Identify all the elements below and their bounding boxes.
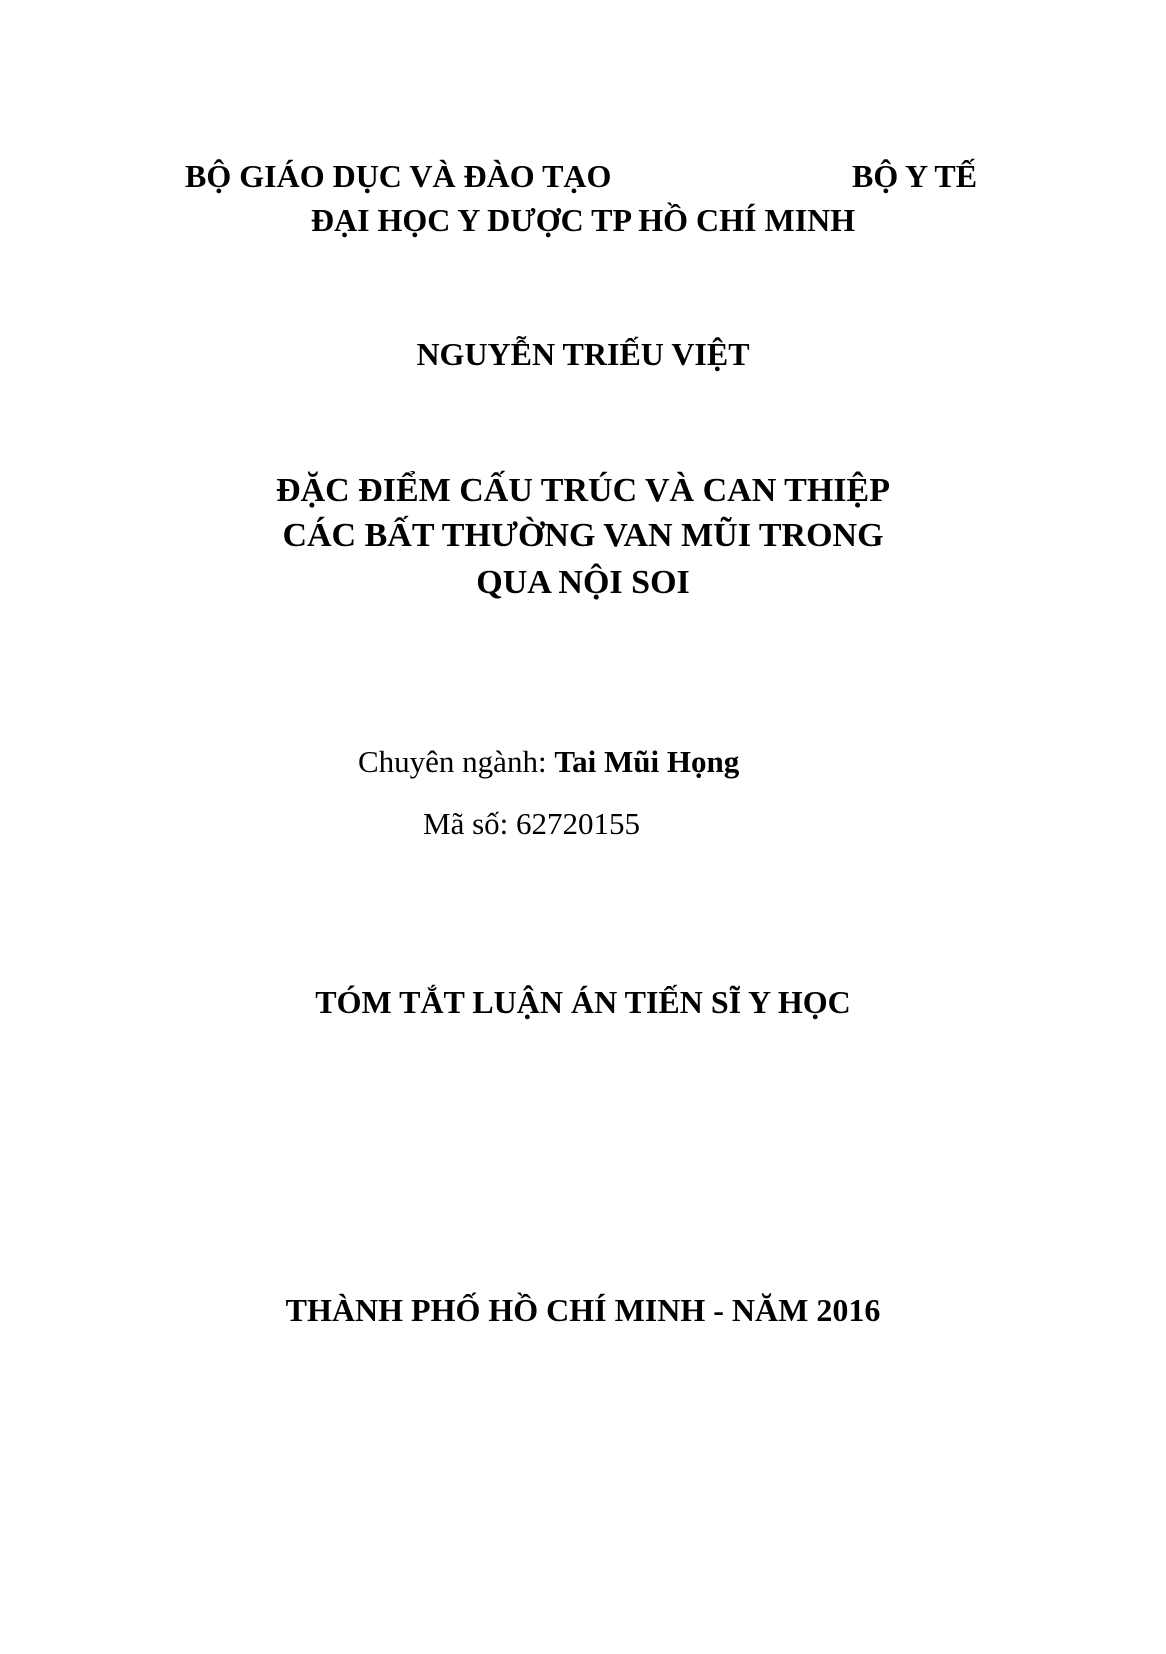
university-heading: ĐẠI HỌC Y DƯỢC TP HỒ CHÍ MINH xyxy=(310,202,856,238)
author-name: NGUYỄN TRIẾU VIỆT xyxy=(416,336,750,372)
specialty-line xyxy=(358,746,739,777)
thesis-title-line-1: ĐẶC ĐIỂM CẤU TRÚC VÀ CAN THIỆP xyxy=(276,472,890,509)
specialty-value: Tai Mũi Họng xyxy=(554,744,740,779)
thesis-title-line-2: CÁC BẤT THƯỜNG VAN MŨI TRONG xyxy=(282,517,884,554)
thesis-title-line-3: QUA NỘI SOI xyxy=(476,564,690,601)
document-type-heading: TÓM TẮT LUẬN ÁN TIẾN SĨ Y HỌC xyxy=(315,984,851,1020)
code-line xyxy=(423,808,640,839)
code-value: 62720155 xyxy=(516,806,640,841)
ministry-education-heading: BỘ GIÁO DỤC VÀ ĐÀO TẠO xyxy=(185,158,612,194)
place-year-footer: THÀNH PHỐ HỒ CHÍ MINH - NĂM 2016 xyxy=(285,1292,881,1328)
ministry-health-heading: BỘ Y TẾ xyxy=(852,158,978,194)
code-label: Mã số: xyxy=(423,806,516,841)
specialty-label: Chuyên ngành: xyxy=(358,744,555,779)
